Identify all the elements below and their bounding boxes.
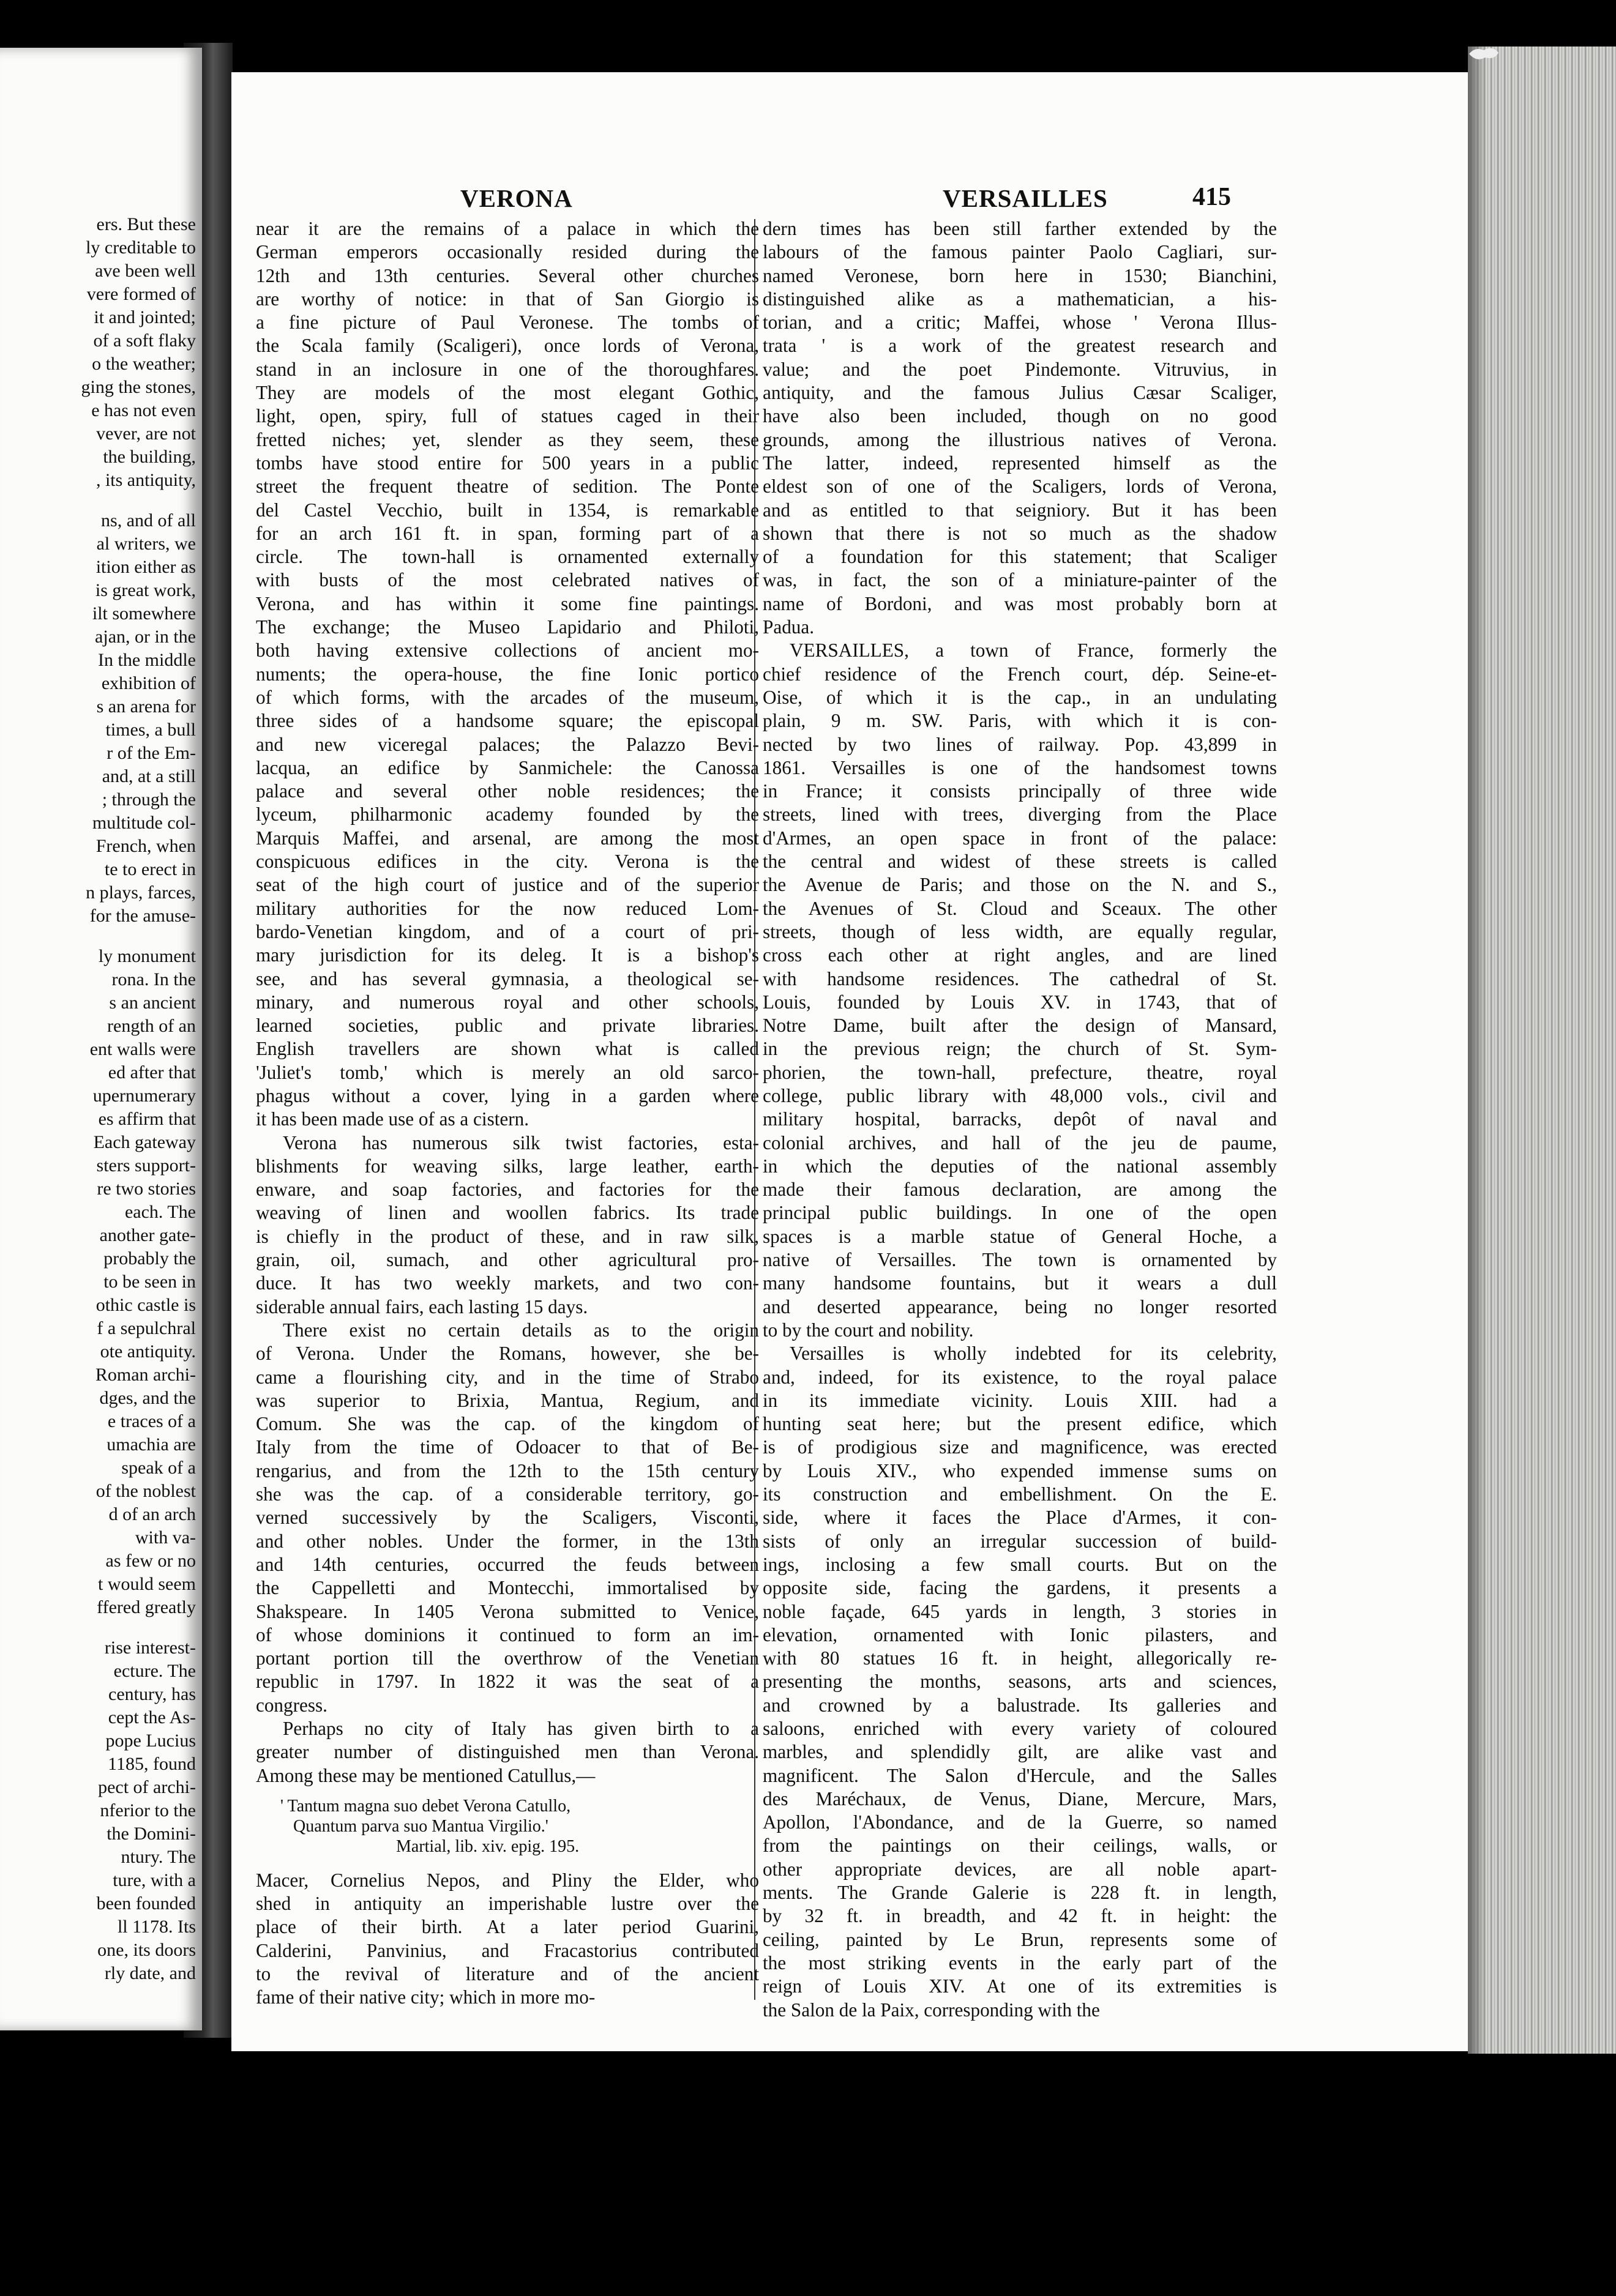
text-line: Comum. She was the cap. of the kingdom of [256,1413,759,1435]
left-page-line: o the weather; [92,354,196,374]
text-line: Oise, of which it is the cap., in an undulating [763,686,1277,708]
text-line: rengarius, and from the 12th to the 15th century [256,1459,759,1482]
left-page-line: ers. But these [96,214,196,234]
text-line: the central and widest of these streets is called [763,851,1277,873]
text-line: have also been included, though on no good [763,405,1277,427]
text-line: from the paintings on their ceilings, walls, or [763,1835,1277,1857]
text-line: opposite side, facing the gardens, it presents a [763,1577,1277,1599]
text-line: shed in antiquity an imperishable lustre over the [256,1893,759,1915]
text-column-left [256,217,759,2010]
left-page-line: ; through the [102,789,196,810]
left-page-line: ave been well [95,261,196,281]
text-line: Padua. [763,616,815,638]
text-line: 'Juliet's tomb,' which is merely an old sarco- [256,1061,759,1083]
text-line: Among these may be mentioned Catullus,— [256,1764,596,1786]
text-line: weaving of linen and woollen fabrics. Its trade [256,1202,759,1224]
left-page-line: ecture. The [113,1661,196,1681]
left-facing-page [0,48,202,2030]
text-line: magnificent. The Salon d'Hercule, and the Salles [763,1764,1277,1786]
text-line: duce. It has two weekly markets, and two con- [256,1272,759,1294]
text-line: Marquis Maffei, and arsenal, are among the most [256,827,759,849]
text-line: was superior to Brixia, Mantua, Regium, and [256,1389,759,1411]
text-line: chief residence of the French court, dép. Seine-et- [763,663,1277,685]
text-line: near it are the remains of a palace in which the [256,218,759,239]
running-head-left: VERONA [460,184,573,212]
left-page-line: nferior to the [100,1800,196,1821]
text-line: learned societies, public and private libraries. [256,1015,759,1037]
left-page-line: ote antiquity. [100,1341,196,1362]
text-line: fretted niches; yet, slender as they seem, these [256,428,759,450]
text-line: with 80 statues 16 ft. in height, allegorically re- [763,1647,1277,1669]
quotation-line: Quantum parva suo Mantua Virgilio.' [280,1816,548,1836]
text-line: They are models of the most elegant Gothic, [256,382,759,404]
text-line: of Verona. Under the Romans, however, she be- [256,1343,759,1365]
text-line: by 32 ft. in breadth, and 42 ft. in height: the [763,1905,1277,1927]
text-line: its construction and embellishment. On the E. [763,1483,1277,1505]
left-page-line: ly creditable to [86,237,196,258]
text-line: shown that there is not so much as the shadow [763,522,1277,544]
text-line: other appropriate devices, are all noble apart- [763,1858,1277,1880]
left-page-line: and, at a still [102,766,196,786]
text-line: the Avenue de Paris; and those on the N. and S., [763,874,1277,896]
left-page-line: as few or no [105,1551,196,1571]
text-line: in France; it consists principally of three wide [763,780,1277,802]
text-line: palace and several other noble residences; the [256,780,759,802]
text-line: are worthy of notice: in that of San Giorgio is [256,288,759,310]
text-line: verned successively by the Scaligers, Visconti, [256,1507,759,1529]
text-line: military authorities for the now reduced Lom- [256,897,759,919]
text-line: plain, 9 m. SW. Paris, with which it is con- [763,710,1277,732]
text-line: grounds, among the illustrious natives of Verona. [763,428,1277,450]
text-line: Verona has numerous silk twist factories, esta- [283,1131,759,1154]
left-page-line: of a soft flaky [93,330,196,351]
left-page-line: times, a bull [105,720,196,740]
text-line: Apollon, l'Abondance, and de la Guerre, so named [763,1811,1277,1833]
text-line: stand in an inclosure in one of the thoroughfares. [256,358,759,380]
text-line: German emperors occasionally resided during the [256,241,759,263]
text-line: marbles, and splendidly gilt, are alike vast and [763,1741,1277,1763]
left-page-line: another gate- [99,1225,196,1245]
text-line: ings, inclosing a few small courts. But on the [763,1553,1277,1575]
left-page-line: to be seen in [103,1272,196,1292]
text-line: Notre Dame, built after the design of Mansard, [763,1015,1277,1037]
text-line: Versailles is wholly indebted for its celebrity, [790,1343,1277,1365]
text-line: and other nobles. Under the former, in the 13th [256,1530,759,1552]
left-page-line: vere formed of [86,284,196,304]
left-page-line: rly date, and [104,1963,196,1983]
left-page-line: al writers, we [96,534,196,554]
left-page-line: rona. In the [111,969,196,990]
text-line: to by the court and nobility. [763,1319,974,1341]
left-page-line: the building, [103,447,196,467]
left-page-line: r of the Em- [107,743,196,763]
text-line: value; and the poet Pindemonte. Vitruvius, in [763,358,1277,380]
text-line: three sides of a handsome square; the episcopal [256,710,759,732]
text-line: portant portion till the overthrow of the Venetian [256,1647,759,1669]
text-line: the Scala family (Scaligeri), once lords of Verona, [256,335,759,357]
text-line: grain, oil, sumach, and other agricultural pro- [256,1249,759,1271]
left-page-line: speak of a [121,1458,196,1478]
text-line: enware, and soap factories, and factories for the [256,1179,759,1201]
text-line: military hospital, barracks, depôt of naval and [763,1108,1277,1130]
text-line: fame of their native city; which in more mo- [256,1986,596,2008]
left-page-line: s an ancient [109,993,196,1013]
text-line: Shakspeare. In 1405 Verona submitted to Venice, [256,1600,759,1622]
left-page-line: t would seem [98,1574,196,1594]
left-page-line: te to erect in [104,859,196,879]
left-page-line [0,492,196,509]
text-line: to the revival of literature and of the ancient [256,1963,759,1985]
text-line: numents; the opera-house, the fine Ionic portico [256,663,759,685]
text-line: VERSAILLES, a town of France, formerly the [790,639,1277,662]
left-page-line: ntury. The [121,1847,196,1867]
left-page-line: of the noblest [95,1481,196,1501]
text-line: presenting the months, seasons, arts and sciences, [763,1671,1277,1693]
left-page-line: ll 1178. Its [117,1917,196,1937]
left-page-line: century, has [108,1684,196,1704]
text-line: labours of the famous painter Paolo Cagliari, sur- [763,241,1277,263]
text-line: lacqua, an edifice by Sanmichele: the Canossa [256,756,759,778]
text-line: blishments for weaving silks, large leather, earth- [256,1155,759,1177]
left-page-line: e has not even [91,400,196,420]
text-line: hunting seat here; but the present edifice, which [763,1413,1277,1435]
running-head-right: VERSAILLES [943,184,1108,212]
text-line: Macer, Cornelius Nepos, and Pliny the Elder, who [256,1869,759,1891]
text-line: Verona, and has within it some fine paintings. [256,592,759,614]
text-line: phagus without a cover, lying in a garden where [256,1084,759,1106]
text-line: street the frequent theatre of sedition. The Ponte [256,475,759,498]
text-line: phorien, the town-hall, prefecture, theatre, royal [763,1061,1277,1083]
text-line: There exist no certain details as to the origin [283,1319,759,1341]
text-line: sists of only an irregular succession of build- [763,1530,1277,1552]
text-line: name of Bordoni, and was most probably born at [763,592,1277,614]
text-line: minary, and numerous royal and other schools, [256,991,759,1013]
left-page-line: ture, with a [113,1870,196,1890]
text-line: a fine picture of Paul Veronese. The tombs of [256,311,759,334]
left-page-line: pect of archi- [98,1777,196,1797]
left-page-line: In the middle [98,650,196,670]
left-page-line: Roman archi- [95,1365,196,1385]
text-line: and deserted appearance, being no longer resorted [763,1295,1277,1318]
text-line: she was the cap. of a considerable territory, go- [256,1483,759,1505]
left-page-line: one, its doors [97,1940,196,1960]
text-line: 12th and 13th centuries. Several other churches [256,264,759,286]
text-line: the Avenues of St. Cloud and Sceaux. The other [763,897,1277,919]
text-line: see, and has several gymnasia, a theological se- [256,967,759,990]
quotation-line: ' Tantum magna suo debet Verona Catullo, [280,1796,571,1816]
text-line: trata ' is a work of the greatest research and [763,335,1277,357]
left-page-line: ilt somewhere [92,603,196,624]
text-line: Louis, founded by Louis XV. in 1743, that of [763,991,1277,1013]
left-page-line [0,928,196,945]
text-line: tombs have stood entire for 500 years in a public [256,452,759,474]
left-page-line [0,1619,196,1636]
text-line: ceiling, painted by Le Brun, represents some of [763,1928,1277,1950]
text-line: conspicuous edifices in the city. Verona is the [256,851,759,873]
text-line: distinguished alike as a mathematician, a his- [763,288,1277,310]
left-page-line: es affirm that [98,1109,196,1129]
text-line: college, public library with 48,000 vols., civil and [763,1084,1277,1106]
text-line: of whose dominions it continued to form an im- [256,1623,759,1646]
text-line: the Cappelletti and Montecchi, immortalised by [256,1577,759,1599]
text-line: made their famous declaration, are among the [763,1179,1277,1201]
text-line: del Castel Vecchio, built in 1354, is remarkable [256,499,759,521]
text-line: and 14th centuries, occurred the feuds between [256,1553,759,1575]
text-line: and as entitled to that seigniory. But it has been [763,499,1277,521]
left-page-line: ent walls were [89,1039,196,1059]
text-line: streets, lined with trees, diverging from the Place [763,803,1277,826]
quotation-line: Martial, lib. xiv. epig. 195. [280,1836,580,1856]
text-line: side, where it faces the Place d'Armes, it con- [763,1507,1277,1529]
left-page-column [0,213,196,1985]
text-line: with handsome residences. The cathedral of St. [763,967,1277,990]
text-column-right [763,217,1277,2022]
text-line: reign of Louis XIV. At one of its extremities is [763,1975,1277,1997]
text-line: light, open, spiry, full of statues caged in their [256,405,759,427]
text-line: it has been made use of as a cistern. [256,1108,529,1130]
left-page-line: rength of an [107,1016,196,1036]
text-line: is chiefly in the product of these, and in raw silk, [256,1225,759,1247]
text-line: antiquity, and the famous Julius Cæsar Scaliger, [763,382,1277,404]
text-line: Calderini, Panvinius, and Fracastorius contributed [256,1939,759,1961]
left-page-line: is great work, [95,580,196,600]
left-page-line: s an arena for [96,696,196,717]
text-line: many handsome fountains, but it wears a dull [763,1272,1277,1294]
left-page-line: vever, are not [96,423,196,444]
text-line: nected by two lines of railway. Pop. 43,899 in [763,733,1277,755]
left-page-line: Each gateway [93,1132,196,1152]
text-line: the most striking events in the early part of the [763,1951,1277,1974]
text-line: in the previous reign; the church of St. Sym- [763,1038,1277,1060]
left-page-line: e traces of a [107,1411,196,1431]
left-page-line: for the amuse- [89,906,196,926]
text-line: dern times has been still farther extended by the [763,218,1277,239]
text-line: spaces is a marble statue of General Hoche, a [763,1225,1277,1247]
text-line: native of Versailles. The town is ornamented by [763,1249,1277,1271]
left-page-line: with va- [135,1527,196,1548]
left-page-line: been founded [96,1893,196,1914]
left-page-line: each. The [124,1202,196,1222]
text-line: is of prodigious size and magnificence, was erected [763,1436,1277,1458]
text-line: named Veronese, born here in 1530; Bianchini, [763,264,1277,286]
left-page-line: , its antiquity, [95,470,196,490]
text-line: des Maréchaux, de Venus, Diane, Mercure, Mars, [763,1787,1277,1810]
text-line: torian, and a critic; Maffei, whose ' Verona Illus- [763,311,1277,334]
text-line: The exchange; the Museo Lapidario and Philoti, [256,616,759,638]
text-line: in its immediate vicinity. Louis XIII. had a [763,1389,1277,1411]
text-line: cross each other at right angles, and are lined [763,944,1277,966]
left-page-line: the Domini- [107,1824,196,1844]
left-page-line: d of an arch [108,1504,196,1524]
text-line: d'Armes, an open space in front of the palace: [763,827,1277,849]
left-page-line: ition either as [95,557,196,577]
text-line: Italy from the time of Odoacer to that of Be- [256,1436,759,1458]
text-line: of which forms, with the arcades of the museum, [256,686,759,708]
text-line: congress. [256,1694,327,1716]
text-line: circle. The town-hall is ornamented externally [256,546,759,568]
text-line: noble façade, 645 yards in length, 3 stories in [763,1600,1277,1622]
text-line: seat of the high court of justice and of the superior [256,874,759,896]
left-page-line: 1185, found [108,1754,196,1774]
text-line: saloons, enriched with every variety of coloured [763,1718,1277,1739]
text-line: in which the deputies of the national assembly [763,1155,1277,1177]
text-line: elevation, ornamented with Ionic pilasters, and [763,1623,1277,1646]
left-page-line: n plays, farces, [86,882,196,903]
left-page-line: sters support- [96,1155,196,1176]
text-line: ments. The Grande Galerie is 228 ft. in length, [763,1882,1277,1904]
text-line: with busts of the most celebrated natives of [256,569,759,591]
text-line: by Louis XIV., who expended immense sums on [763,1459,1277,1482]
page-edges [1468,47,1616,2054]
text-line: came a flourishing city, and in the time of Strabo [256,1366,759,1388]
text-line: 1861. Versailles is one of the handsomest towns [763,756,1277,778]
left-page-line: exhibition of [101,673,196,693]
text-line: greater number of distinguished men than Verona. [256,1741,759,1763]
left-page-line: ed after that [108,1062,196,1083]
text-line: eldest son of one of the Scaligers, lords of Verona, [763,475,1277,498]
text-line: for an arch 161 ft. in span, forming part of a [256,522,759,544]
text-line: The latter, indeed, represented himself as the [763,452,1277,474]
text-line: was, in fact, the son of a miniature-painter of the [763,569,1277,591]
left-page-line: French, when [95,836,196,856]
text-line: mary jurisdiction for its deleg. It is a bishop's [256,944,759,966]
text-line: and crowned by a balustrade. Its galleries and [763,1694,1277,1716]
text-line: streets, though of less width, are equally regular, [763,920,1277,942]
text-line: lyceum, philharmonic academy founded by the [256,803,759,826]
left-page-line: ffered greatly [97,1597,196,1617]
text-line: and new viceregal palaces; the Palazzo Bevi- [256,733,759,755]
left-page-line: dges, and the [99,1388,196,1408]
quote-spacing [256,1857,759,1869]
text-line: the Salon de la Paix, corresponding with the [763,1999,1100,2021]
left-page-line: multitude col- [92,813,196,833]
page-number: 415 [1192,183,1231,211]
left-page-line: f a sepulchral [97,1318,196,1338]
left-page-line: othic castle is [95,1295,196,1315]
text-line: both having extensive collections of ancient mo- [256,639,759,662]
left-page-line: upernumerary [92,1086,196,1106]
left-page-line: re two stories [97,1179,196,1199]
text-line: siderable annual fairs, each lasting 15 days. [256,1295,588,1318]
text-line: principal public buildings. In one of the open [763,1202,1277,1224]
left-page-line: ns, and of all [101,510,196,531]
text-line: place of their birth. At a later period Guarini, [256,1916,759,1938]
left-page-line: it and jointed; [94,307,196,327]
left-page-line: rise interest- [104,1638,196,1658]
text-line: English travellers are shown what is called [256,1038,759,1060]
left-page-line: probably the [103,1248,196,1269]
ink-blot-mark [1463,43,1506,67]
text-line: bardo-Venetian kingdom, and of a court of pri- [256,920,759,942]
text-line: Perhaps no city of Italy has given birth to a [283,1718,759,1739]
left-page-line: pope Lucius [105,1731,196,1751]
left-page-line: ajan, or in the [95,627,196,647]
left-page-line: cept the As- [108,1707,196,1728]
text-line: republic in 1797. In 1822 it was the seat of a [256,1671,759,1693]
left-page-line: umachia are [107,1434,196,1455]
text-line: of a foundation for this statement; that Scaliger [763,546,1277,568]
text-line: and, indeed, for its existence, to the royal palace [763,1366,1277,1388]
left-page-line: ly monument [98,946,196,966]
text-line: colonial archives, and hall of the jeu de paume, [763,1131,1277,1154]
left-page-line: ging the stones, [81,377,196,397]
